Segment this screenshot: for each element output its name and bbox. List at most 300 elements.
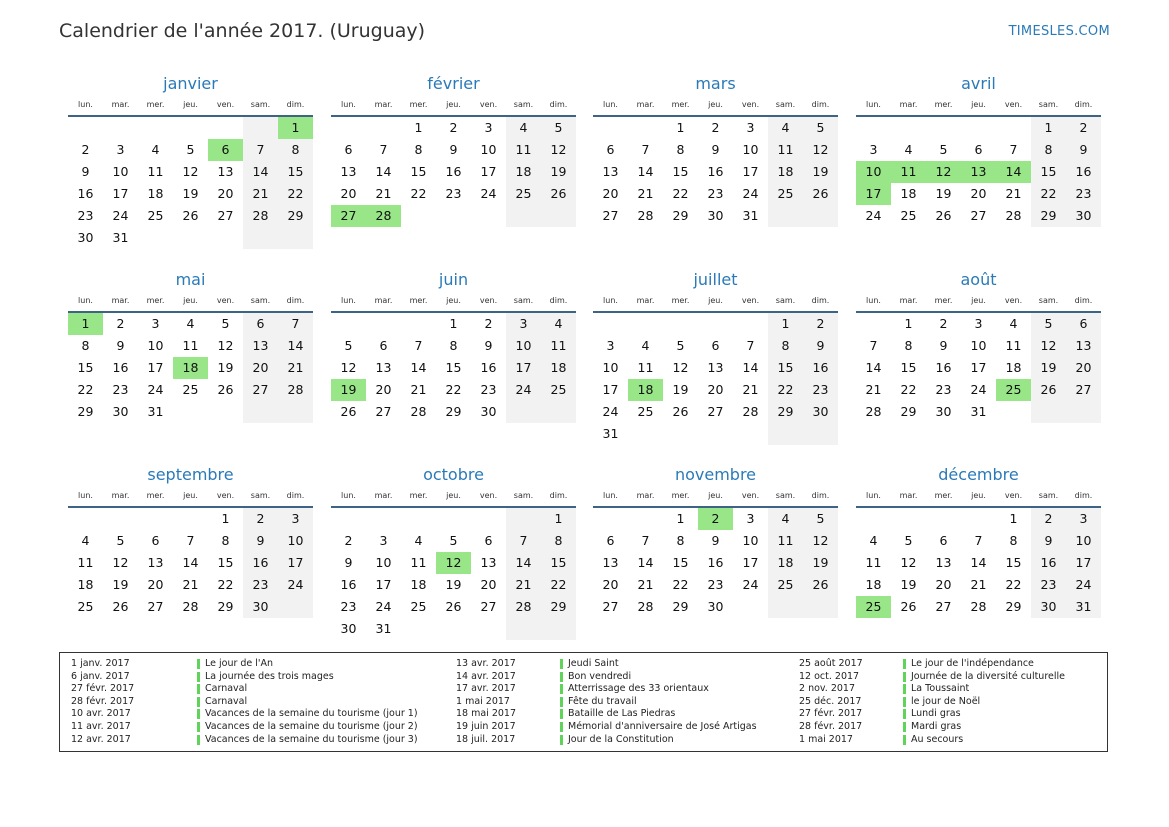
- day-cell: 5: [116, 533, 125, 548]
- empty-day-cell: [1066, 401, 1101, 423]
- day-cell: 17: [147, 360, 164, 375]
- empty-day-cell: [891, 508, 926, 530]
- day-cell: 23: [445, 186, 462, 201]
- day-cell: 22: [77, 382, 94, 397]
- legend-holiday-name: Journée de la diversité culturelle: [911, 670, 1065, 682]
- day-cell: 30: [340, 621, 357, 636]
- empty-day-cell: [541, 618, 576, 640]
- weekday-label: ven.: [479, 296, 498, 305]
- day-cell: 10: [742, 142, 759, 157]
- day-cell: 19: [217, 360, 234, 375]
- legend-date: 1 janv. 2017: [71, 658, 130, 669]
- day-cell: 16: [340, 577, 357, 592]
- holiday-day-cell: 13: [961, 161, 996, 183]
- day-cell: 20: [375, 382, 392, 397]
- day-cell: 22: [445, 382, 462, 397]
- weekday-label: jeu.: [446, 491, 461, 500]
- day-cell: 11: [865, 555, 882, 570]
- weekday-label: ven.: [479, 491, 498, 500]
- weekday-header: [856, 295, 1101, 313]
- day-cell: 19: [803, 552, 838, 574]
- day-cell: 14: [243, 161, 278, 183]
- empty-day-cell: [1031, 401, 1066, 423]
- legend-holiday-name: Mardi gras: [911, 720, 962, 732]
- day-cell: 21: [506, 574, 541, 596]
- day-cell: 6: [974, 142, 983, 157]
- empty-day-cell: [208, 227, 243, 249]
- day-cell: 12: [541, 139, 576, 161]
- day-cell: 15: [541, 552, 576, 574]
- day-cell: 22: [672, 577, 689, 592]
- day-cell: 2: [803, 313, 838, 335]
- day-cell: 9: [803, 335, 838, 357]
- month-7: [593, 269, 838, 445]
- empty-day-cell: [331, 313, 366, 335]
- day-cell: 24: [970, 382, 987, 397]
- day-cell: 23: [707, 577, 724, 592]
- month-3: [593, 73, 838, 227]
- weekday-header: [593, 295, 838, 313]
- day-cell: 20: [1066, 357, 1101, 379]
- day-cell: 16: [803, 357, 838, 379]
- day-cell: 5: [449, 533, 458, 548]
- empty-day-cell: [541, 401, 576, 423]
- day-cell: 8: [768, 335, 803, 357]
- weekday-label: jeu.: [183, 296, 198, 305]
- day-cell: 6: [484, 533, 493, 548]
- day-cell: 1: [904, 316, 913, 331]
- day-cell: 14: [637, 164, 654, 179]
- day-cell: 29: [217, 599, 234, 614]
- weekday-label: jeu.: [183, 491, 198, 500]
- day-cell: 18: [506, 161, 541, 183]
- day-cell: 21: [278, 357, 313, 379]
- day-cell: 4: [506, 117, 541, 139]
- day-cell: 29: [1031, 205, 1066, 227]
- brand-link[interactable]: TIMESLES.COM: [1008, 24, 1110, 39]
- day-cell: 22: [1005, 577, 1022, 592]
- month-name: février: [427, 74, 480, 93]
- empty-day-cell: [856, 117, 891, 139]
- weekday-label: dim.: [811, 296, 830, 305]
- day-cell: 28: [637, 208, 654, 223]
- weekday-label: mer.: [409, 296, 428, 305]
- month-2: [331, 73, 576, 227]
- day-cell: 14: [278, 335, 313, 357]
- empty-day-cell: [138, 227, 173, 249]
- day-cell: 9: [243, 530, 278, 552]
- weekday-label: mar.: [374, 491, 393, 500]
- day-cell: 18: [1005, 360, 1022, 375]
- empty-day-cell: [173, 401, 208, 423]
- day-cell: 29: [672, 208, 689, 223]
- day-cell: 21: [182, 577, 199, 592]
- day-cell: 25: [506, 183, 541, 205]
- day-cell: 3: [869, 142, 878, 157]
- day-cell: 5: [939, 142, 948, 157]
- day-cell: 6: [243, 313, 278, 335]
- day-cell: 17: [375, 577, 392, 592]
- day-cell: 13: [340, 164, 357, 179]
- empty-day-cell: [698, 423, 733, 445]
- weekday-header: [593, 490, 838, 508]
- day-cell: 2: [484, 316, 493, 331]
- day-cell: 3: [746, 120, 755, 135]
- day-cell: 7: [379, 142, 388, 157]
- month-5: [68, 269, 313, 423]
- day-cell: 22: [672, 186, 689, 201]
- day-cell: 16: [707, 555, 724, 570]
- day-cell: 26: [541, 183, 576, 205]
- weekday-label: ven.: [741, 100, 760, 109]
- day-cell: 18: [147, 186, 164, 201]
- empty-day-cell: [803, 596, 838, 618]
- legend-holiday-name: le jour de Noël: [911, 695, 981, 707]
- day-cell: 24: [602, 404, 619, 419]
- day-cell: 8: [1009, 533, 1018, 548]
- day-grid: [331, 117, 576, 227]
- day-cell: 28: [742, 404, 759, 419]
- day-cell: 27: [707, 404, 724, 419]
- day-cell: 12: [900, 555, 917, 570]
- legend-holiday-name: Vacances de la semaine du tourisme (jour 1): [205, 708, 418, 720]
- day-cell: 25: [768, 574, 803, 596]
- day-cell: 3: [1066, 508, 1101, 530]
- legend-holiday-name: Fête du travail: [568, 695, 637, 707]
- empty-day-cell: [173, 117, 208, 139]
- holiday-color-marker: [197, 709, 200, 719]
- weekday-label: lun.: [866, 296, 881, 305]
- day-cell: 21: [375, 186, 392, 201]
- weekday-label: sam.: [250, 100, 271, 109]
- day-cell: 29: [768, 401, 803, 423]
- legend-holiday-name: Mémorial d'anniversaire de José Artigas: [568, 720, 757, 732]
- day-cell: 25: [900, 208, 917, 223]
- day-cell: 20: [480, 577, 497, 592]
- weekday-label: mer.: [671, 491, 690, 500]
- day-cell: 20: [602, 186, 619, 201]
- weekday-label: mar.: [374, 100, 393, 109]
- weekday-header: [856, 490, 1101, 508]
- day-cell: 3: [484, 120, 493, 135]
- day-cell: 29: [900, 404, 917, 419]
- month-name: août: [960, 270, 997, 289]
- day-cell: 3: [116, 142, 125, 157]
- weekday-label: dim.: [286, 296, 305, 305]
- day-cell: 25: [410, 599, 427, 614]
- day-cell: 23: [77, 208, 94, 223]
- day-cell: 21: [1005, 186, 1022, 201]
- weekday-label: dim.: [1074, 491, 1093, 500]
- month-6: [331, 269, 576, 423]
- legend-date: 25 déc. 2017: [799, 695, 862, 707]
- day-cell: 9: [711, 142, 720, 157]
- empty-day-cell: [471, 508, 506, 530]
- day-cell: 28: [865, 404, 882, 419]
- weekday-label: mer.: [409, 100, 428, 109]
- day-cell: 4: [641, 338, 650, 353]
- empty-day-cell: [996, 117, 1031, 139]
- day-cell: 1: [676, 120, 685, 135]
- day-cell: 12: [217, 338, 234, 353]
- empty-day-cell: [401, 205, 436, 227]
- month-name: mars: [695, 74, 736, 93]
- holiday-day-cell: 28: [366, 205, 401, 227]
- legend-date: 2 nov. 2017: [799, 683, 855, 695]
- day-cell: 9: [116, 338, 125, 353]
- day-cell: 7: [1009, 142, 1018, 157]
- legend-date: 27 févr. 2017: [799, 708, 863, 720]
- day-cell: 4: [414, 533, 423, 548]
- weekday-label: lun.: [78, 296, 93, 305]
- day-cell: 21: [410, 382, 427, 397]
- month-11: [593, 464, 838, 618]
- day-cell: 19: [935, 186, 952, 201]
- weekday-label: mar.: [899, 296, 918, 305]
- day-cell: 29: [445, 404, 462, 419]
- weekday-label: lun.: [603, 296, 618, 305]
- weekday-label: mar.: [636, 100, 655, 109]
- weekday-label: mer.: [934, 491, 953, 500]
- empty-day-cell: [593, 313, 628, 335]
- day-cell: 16: [1031, 552, 1066, 574]
- day-cell: 13: [375, 360, 392, 375]
- day-cell: 11: [768, 530, 803, 552]
- day-cell: 21: [637, 186, 654, 201]
- empty-day-cell: [663, 313, 698, 335]
- legend-date: 12 avr. 2017: [71, 733, 131, 745]
- day-cell: 8: [278, 139, 313, 161]
- day-cell: 22: [900, 382, 917, 397]
- day-cell: 14: [970, 555, 987, 570]
- empty-day-cell: [768, 205, 803, 227]
- day-cell: 29: [77, 404, 94, 419]
- day-cell: 15: [672, 555, 689, 570]
- month-8: [856, 269, 1101, 423]
- day-cell: 21: [742, 382, 759, 397]
- day-cell: 3: [606, 338, 615, 353]
- day-cell: 2: [243, 508, 278, 530]
- day-cell: 23: [935, 382, 952, 397]
- empty-day-cell: [506, 508, 541, 530]
- day-cell: 27: [602, 208, 619, 223]
- legend-holiday-name: Vacances de la semaine du tourisme (jour 3): [205, 733, 418, 745]
- day-cell: 13: [602, 555, 619, 570]
- weekday-label: mer.: [146, 100, 165, 109]
- day-cell: 27: [935, 599, 952, 614]
- holiday-color-marker: [560, 684, 563, 694]
- day-cell: 6: [711, 338, 720, 353]
- weekday-header: [331, 295, 576, 313]
- day-cell: 4: [869, 533, 878, 548]
- day-cell: 9: [1066, 139, 1101, 161]
- day-cell: 12: [803, 530, 838, 552]
- day-cell: 2: [116, 316, 125, 331]
- day-cell: 19: [1031, 357, 1066, 379]
- day-cell: 21: [243, 183, 278, 205]
- month-name: décembre: [938, 465, 1019, 484]
- day-cell: 19: [803, 161, 838, 183]
- empty-day-cell: [471, 205, 506, 227]
- holiday-day-cell: 19: [331, 379, 366, 401]
- legend-date: 18 juil. 2017: [456, 733, 516, 745]
- day-cell: 20: [602, 577, 619, 592]
- day-grid: [68, 117, 313, 249]
- day-cell: 11: [768, 139, 803, 161]
- day-cell: 16: [480, 360, 497, 375]
- empty-day-cell: [243, 401, 278, 423]
- empty-day-cell: [961, 508, 996, 530]
- day-cell: 26: [900, 599, 917, 614]
- empty-day-cell: [506, 205, 541, 227]
- empty-day-cell: [506, 401, 541, 423]
- day-cell: 11: [410, 555, 427, 570]
- day-cell: 7: [278, 313, 313, 335]
- empty-day-cell: [663, 423, 698, 445]
- holiday-day-cell: 27: [331, 205, 366, 227]
- day-cell: 8: [414, 142, 423, 157]
- weekday-header: [68, 295, 313, 313]
- holiday-color-marker: [903, 735, 906, 745]
- legend-holiday-name: Bon vendredi: [568, 670, 632, 682]
- day-cell: 2: [711, 120, 720, 135]
- month-name: mai: [175, 270, 206, 289]
- day-cell: 5: [344, 338, 353, 353]
- legend-holiday-name: La Toussaint: [911, 683, 970, 695]
- empty-day-cell: [733, 313, 768, 335]
- day-cell: 28: [410, 404, 427, 419]
- weekday-label: sam.: [250, 491, 271, 500]
- empty-day-cell: [278, 401, 313, 423]
- weekday-label: jeu.: [446, 296, 461, 305]
- day-cell: 18: [865, 577, 882, 592]
- day-cell: 17: [480, 164, 497, 179]
- day-cell: 3: [506, 313, 541, 335]
- day-cell: 28: [1005, 208, 1022, 223]
- day-cell: 20: [340, 186, 357, 201]
- weekday-label: dim.: [286, 100, 305, 109]
- weekday-label: mar.: [899, 100, 918, 109]
- day-cell: 15: [217, 555, 234, 570]
- empty-day-cell: [68, 508, 103, 530]
- legend-date: 19 juin 2017: [456, 720, 516, 732]
- legend-holiday-name: Lundi gras: [911, 708, 961, 720]
- weekday-label: mer.: [671, 296, 690, 305]
- day-cell: 31: [1066, 596, 1101, 618]
- legend-date: 11 avr. 2017: [71, 720, 131, 732]
- day-cell: 30: [935, 404, 952, 419]
- month-12: [856, 464, 1101, 618]
- day-cell: 24: [278, 574, 313, 596]
- day-cell: 23: [340, 599, 357, 614]
- holiday-color-marker: [903, 722, 906, 732]
- day-cell: 4: [151, 142, 160, 157]
- weekday-label: sam.: [513, 296, 534, 305]
- holiday-day-cell: 11: [891, 161, 926, 183]
- day-cell: 14: [637, 555, 654, 570]
- legend-holiday-name: Jeudi Saint: [568, 658, 619, 669]
- month-9: [68, 464, 313, 618]
- empty-day-cell: [698, 313, 733, 335]
- weekday-label: jeu.: [971, 491, 986, 500]
- day-cell: 28: [506, 596, 541, 618]
- weekday-label: sam.: [775, 491, 796, 500]
- day-cell: 24: [375, 599, 392, 614]
- day-cell: 10: [375, 555, 392, 570]
- legend-date: 1 mai 2017: [456, 695, 510, 707]
- day-cell: 22: [768, 379, 803, 401]
- weekday-label: mer.: [146, 296, 165, 305]
- empty-day-cell: [103, 508, 138, 530]
- holiday-color-marker: [197, 697, 200, 707]
- day-cell: 23: [243, 574, 278, 596]
- day-cell: 24: [112, 208, 129, 223]
- day-cell: 26: [445, 599, 462, 614]
- day-cell: 30: [243, 596, 278, 618]
- day-cell: 16: [1066, 161, 1101, 183]
- day-cell: 19: [900, 577, 917, 592]
- day-cell: 30: [1031, 596, 1066, 618]
- day-cell: 12: [672, 360, 689, 375]
- weekday-label: ven.: [216, 491, 235, 500]
- weekday-label: jeu.: [183, 100, 198, 109]
- day-cell: 23: [1066, 183, 1101, 205]
- holiday-color-marker: [903, 684, 906, 694]
- day-cell: 8: [904, 338, 913, 353]
- day-cell: 20: [970, 186, 987, 201]
- day-cell: 10: [147, 338, 164, 353]
- day-cell: 25: [147, 208, 164, 223]
- day-cell: 6: [344, 142, 353, 157]
- day-cell: 15: [1031, 161, 1066, 183]
- day-cell: 8: [1031, 139, 1066, 161]
- day-cell: 17: [742, 164, 759, 179]
- holiday-color-marker: [560, 697, 563, 707]
- holiday-color-marker: [560, 659, 563, 669]
- day-cell: 3: [278, 508, 313, 530]
- day-cell: 7: [746, 338, 755, 353]
- day-cell: 17: [278, 552, 313, 574]
- day-cell: 22: [1031, 183, 1066, 205]
- day-cell: 17: [602, 382, 619, 397]
- weekday-header: [856, 99, 1101, 117]
- holiday-day-cell: 2: [698, 508, 733, 530]
- weekday-label: sam.: [513, 100, 534, 109]
- holiday-color-marker: [560, 709, 563, 719]
- day-cell: 4: [904, 142, 913, 157]
- day-cell: 20: [707, 382, 724, 397]
- day-cell: 30: [480, 404, 497, 419]
- weekday-label: mar.: [111, 491, 130, 500]
- day-grid: [593, 117, 838, 227]
- day-cell: 5: [904, 533, 913, 548]
- day-cell: 10: [278, 530, 313, 552]
- weekday-label: lun.: [341, 491, 356, 500]
- day-cell: 27: [1066, 379, 1101, 401]
- day-cell: 26: [112, 599, 129, 614]
- day-cell: 12: [340, 360, 357, 375]
- empty-day-cell: [243, 117, 278, 139]
- day-cell: 31: [970, 404, 987, 419]
- legend-date: 13 avr. 2017: [456, 658, 516, 669]
- day-cell: 5: [803, 117, 838, 139]
- day-cell: 5: [541, 117, 576, 139]
- day-cell: 15: [1005, 555, 1022, 570]
- day-cell: 31: [742, 208, 759, 223]
- holiday-color-marker: [197, 659, 200, 669]
- legend-holiday-name: La journée des trois mages: [205, 670, 334, 682]
- weekday-header: [68, 99, 313, 117]
